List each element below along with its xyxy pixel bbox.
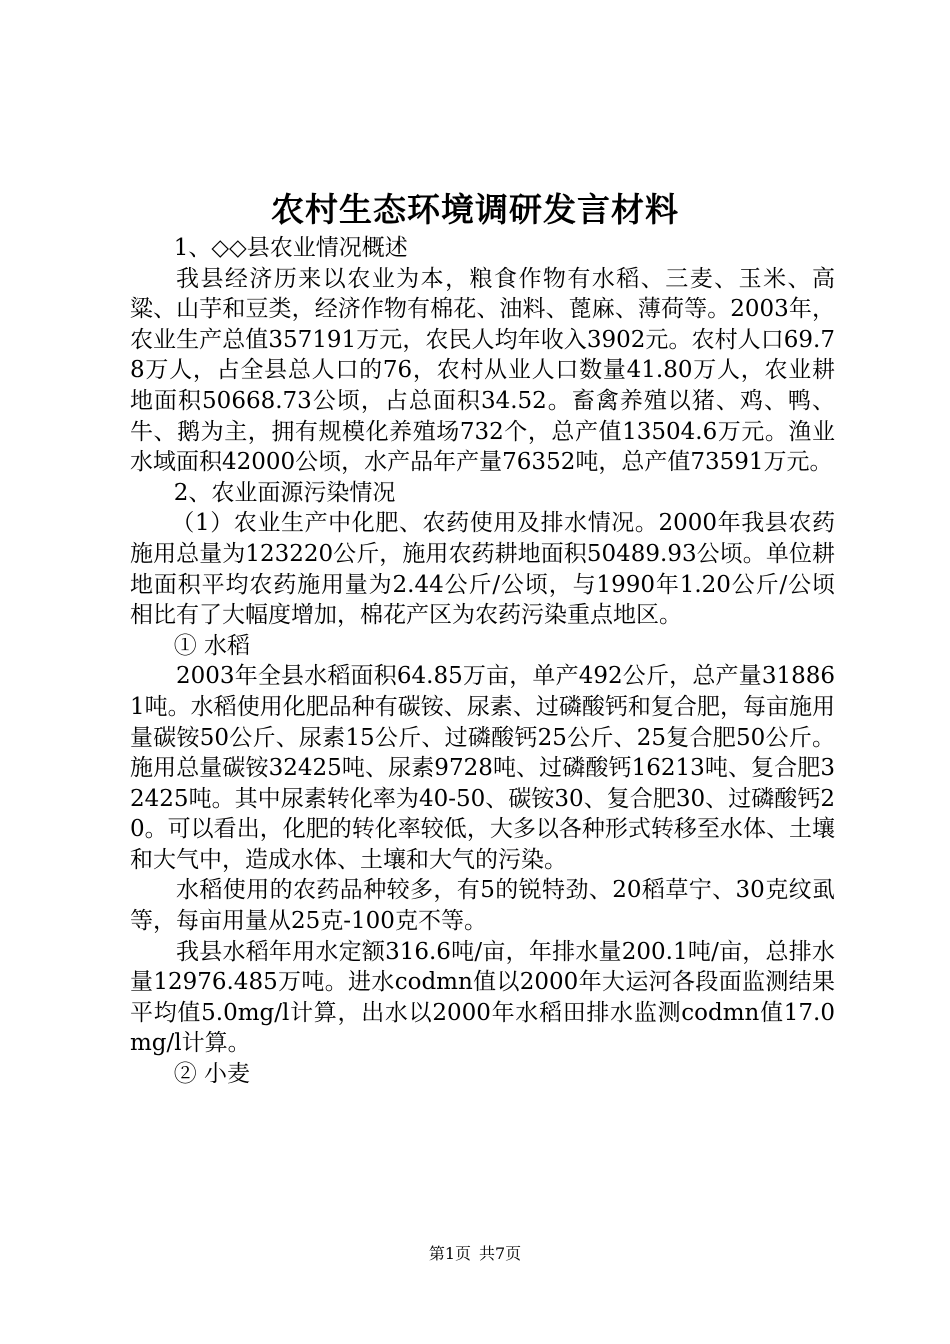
section-heading-pollution: 2、农业面源污染情况 [173,479,396,506]
paragraph-rice-water: 我县水稻年用水定额316.6吨/亩，年排水量200.1吨/亩，总排水量12976.485万吨。进水codmn值以2000年大运河各段面监测结果平均值5.0mg/l计算，出水以2000年水稻田排水监测codmn值17.0mg/l计算。 [130,938,835,1057]
section-heading-overview: 1、◇◇县农业情况概述 [173,235,408,261]
paragraph-overview: 我县经济历来以农业为本，粮食作物有水稻、三麦、玉米、高粱、山芋和豆类，经济作物有棉花、油料、蓖麻、薄荷等。2003年，农业生产总值357191万元，农民人均年收入3902元。农村人口69.78万人，占全县总人口的76，农村从业人口数量41.80万人，农业耕地面积50668.73公顷，占总面积34.52。畜禽养殖以猪、鸡、鸭、牛、鹅为主，拥有规模化养殖场732个，总产值13504.6万元。渔业水域面积42000公顷，水产品年产量76352吨，总产值73591万元。 [130,265,835,476]
document-body [130,233,835,1090]
subheading-rice: ① 水稻 [173,632,250,659]
subheading-wheat: ② 小麦 [173,1061,250,1088]
paragraph-rice-fertilizer: 2003年全县水稻面积64.85万亩，单产492公斤，总产量318861吨。水稻使用化肥品种有碳铵、尿素、过磷酸钙和复合肥，每亩施用量碳铵50公斤、尿素15公斤、过磷酸钙25公斤、25复合肥50公斤。施用总量碳铵32425吨、尿素9728吨、过磷酸钙16213吨、复合肥32425吨。其中尿素转化率为40-50、碳铵30、复合肥30、过磷酸钙20。可以看出，化肥的转化率较低，大多以各种形式转移至水体、土壤和大气中，造成水体、土壤和大气的污染。 [130,663,835,873]
paragraph-fertilizer-pesticide: （1）农业生产中化肥、农药使用及排水情况。2000年我县农药施用总量为123220公斤，施用农药耕地面积50489.93公顷。单位耕地面积平均农药施用量为2.44公斤/公顷，与1990年1.20公斤/公顷相比有了大幅度增加，棉花产区为农药污染重点地区。 [130,510,835,629]
page-footer [0,1242,950,1266]
paragraph-rice-pesticide: 水稻使用的农药品种较多，有5的锐特劲、20稻草宁、30克纹虱等，每亩用量从25克-100克不等。 [130,877,835,935]
document-title: 农村生态环境调研发言材料 [271,190,679,229]
page-number-total: 共7页 [479,1244,522,1263]
page-number-current: 第1页 [428,1244,471,1263]
